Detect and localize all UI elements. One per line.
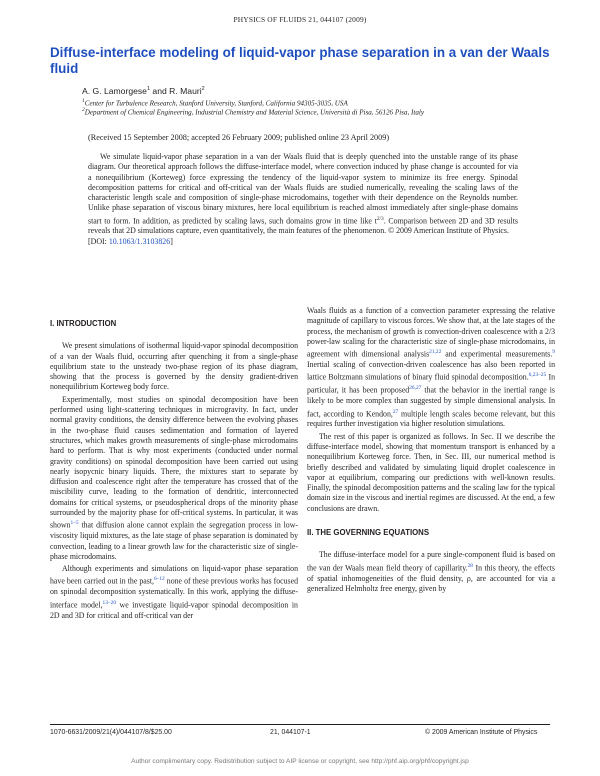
footer-page-number: 21, 044107-1 [270,729,311,736]
running-head: PHYSICS OF FLUIDS 21, 044107 (2009) [233,15,367,24]
citation-link[interactable]: 21,22 [429,349,442,356]
received-dates: (Received 15 September 2008; accepted 26 February 2009; published online 23 April 2009) [88,133,390,142]
paragraph: The rest of this paper is organized as follows. In Sec. II we describe the diffuse-interface model, showing that momentum transport is enhanced by a nonequilibrium Korteweg force. Then, in Sec. III, our numerical method is briefly described and validated by simulating liquid droplet coalescence in vapor at equilibrium, comparing our predictions with well-known results. Finally, the spinodal decomposition patterns and the scaling law for the typical domain size in the viscous and inertial regimes are discussed. At the end, a few conclusions are drawn. [307,431,555,513]
doi-link[interactable]: 10.1063/1.3103826 [108,236,171,246]
abstract [88,152,518,247]
author-1: A. G. Lamorgese [82,86,147,96]
footer-copyright: © 2009 American Institute of Physics [425,729,538,736]
doi-line: [DOI: 10.1063/1.3103826] [88,236,173,246]
citation-link[interactable]: 6,23–25 [528,372,547,379]
citation-link[interactable]: 28 [467,562,473,569]
paragraph: Experimentally, most studies on spinodal decomposition have been performed using light-scattering techniques in microgravity. In fact, under normal gravity conditions, the density difference between the evolving phases in the two-phase fluid causes sedimentation and formation of layered structures, which makes growth measurements of single-phase microdomains hard to perform. That is why most experiments (conducted under normal gravity conditions) on spinodal decomposition have been carried out using nearly isopycnic binary liquids. There, the mixtures start to separate by diffusion and coalescence right after the temperature has crossed that of the miscibility curve, leading to the formation of dendritic, interconnected domains for critical systems, or pseudospherical drops of the minority phase surrounded by the majority phase for off-critical systems. In particular, it was shown$^{1-5}$ that diffusion alone cannot explain the segregation process in low-viscosity liquid mixtures, as the late stage of phase separation is dominated by convection, leading to a linear growth law for the characteristic size of single-phase microdomains. [50,394,298,561]
section-heading-governing-equations: II. THE GOVERNING EQUATIONS [307,528,430,538]
footer-divider [50,724,550,725]
copyright-notice: Author complimentary copy. Redistribution subject to AIP license or copyright, see http://phf.aip.org/phf/copyright.jsp [131,758,469,765]
citation-link[interactable]: 13–20 [102,599,117,606]
right-column [307,306,555,594]
left-column [50,319,298,621]
affiliation-2: $^2$Department of Chemical Engineering, Industrial Chemistry and Material Science, Università di Pisa, 56126 Pisa, Italy [82,107,425,117]
citation-link[interactable]: 6–12 [153,576,165,583]
author-1-mark: 1 [146,86,151,93]
paragraph: Although experiments and simulations on liquid-vapor phase separation have been carried out in the past,$^{6-12}$ none of these previous works has focused on spinodal decomposition systematically. In this work, applying the diffuse-interface model,$^{13-20}$ we investigate liquid-vapor spinodal decomposition in 2D and 3D for critical and off-critical van der [50,564,298,620]
affiliation-1: $^1$Center for Turbulence Research, Stanford University, Stanford, California 94305-3035, USA [82,98,348,108]
citation-link[interactable]: 1–5 [70,520,79,527]
author-line [82,86,205,96]
author-2-mark: 2 [201,86,205,93]
section-heading-introduction: I. INTRODUCTION [50,319,117,328]
abstract-text: We simulate liquid-vapor phase separation in a van der Waals fluid that is deeply quenched into the unstable range of its phase diagram. Our theoretical approach follows the diffuse-interface model, where convection induced by phase change is accounted for via a nonequilibrium (Korteweg) force expressing the tendency of the liquid-vapor system to minimize its free energy. Spinodal decomposition patterns for critical and off-critical van der Waals fluids are studied numerically, revealing the scaling laws of the characteristic length scale and composition of single-phase microdomains, together with their dependence on the Reynolds number. Unlike phase separation of viscous binary mixtures, here local equilibrium is reached almost immediately after single-phase domains start to form. In addition, as predicted by scaling laws, such domains grow in time like $t^{2/3}$. Comparison between 2D and 3D results reveals that 2D simulations capture, even quantitatively, the main features of the phenomenon. © 2009 American Institute of Physics. [88,152,519,236]
author-2: and R. Mauri [150,86,202,96]
citation-link[interactable]: 27 [392,408,399,415]
footer-left: 1070-6631/2009/21(4)/044107/8/$25.00 [50,729,172,736]
paragraph: We present simulations of isothermal liquid-vapor spinodal decomposition of a van der Waals fluid, occurring after quenching it from a single-phase equilibrium state to the unsteady two-phase region of its phase diagram, showing that the process is governed by the density gradient-driven nonequilibrium Korteweg body force. [50,341,298,392]
citation-link[interactable]: 9 [552,349,555,356]
paper-title: Diffuse-interface modeling of liquid-vapor phase separation in a van der Waals fluid [50,45,550,76]
paragraph: The diffuse-interface model for a pure single-component fluid is based on the van der Waals mean field theory of capillarity.$^{28}$ In this theory, the effects of spatial inhomogeneities of the fluid density, ρ, are accounted for via a generalized Helmholtz free energy, given by [307,550,555,593]
paragraph: Waals fluids as a function of a convection parameter expressing the relative magnitude of capillary to viscous forces. We show that, at the late stages of the process, the mechanism of growth is convection-driven coalescence with a 2/3 power-law scaling for the characteristic size of single-phase microdomains, in agreement with dimensional analysis$^{21,22}$ and experimental measurements.$^9$ Inertial scaling of convection-driven coalescence has also been reported in lattice Boltzmann simulations of binary fluid spinodal decomposition.$^{6,23-25}$ In particular, it has been proposed$^{26,27}$ that the behavior in the inertial range is likely to be more complex than suggested by simple dimensional analysis. In fact, according to Kendon,$^{27}$ multiple length scales become relevant, but this requires further investigation via higher resolution simulations. [307,306,555,429]
citation-link[interactable]: 26,27 [409,385,422,392]
